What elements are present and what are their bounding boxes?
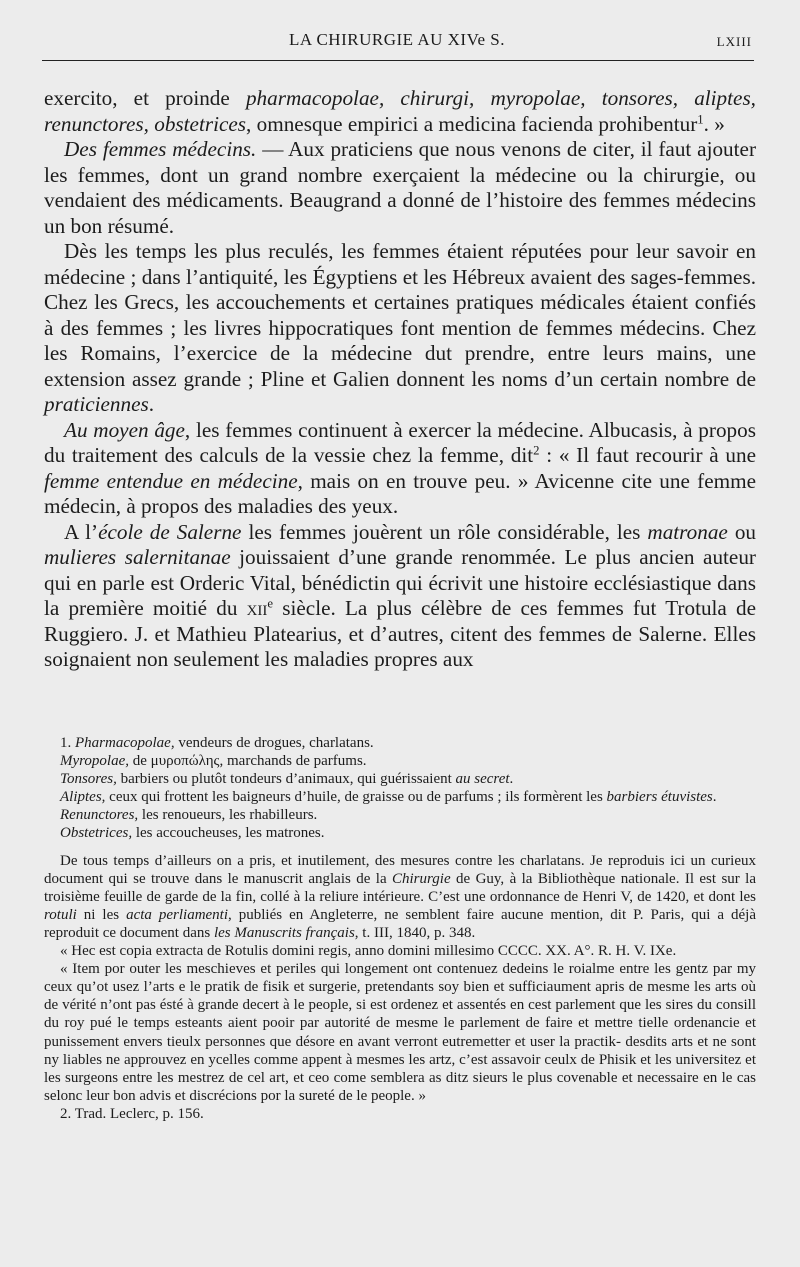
text-run: les accoucheuses, les matrones.	[132, 825, 325, 842]
footnote-line	[44, 752, 756, 770]
text-run: , mais on en trouve peu. » Avicenne cite une femme médecin, à propos des maladies des yeux.	[44, 468, 757, 518]
text-run: A l’	[64, 519, 99, 544]
italic-run: rotuli	[44, 906, 77, 923]
italic-run: mulieres salernitanae	[44, 545, 231, 569]
footnote-line	[44, 824, 756, 842]
paragraph-2	[44, 137, 756, 239]
footnote-quote-heading: « Hec est copia extracta de Rotulis domini regis, anno domini millesimo CCCC. XX. A°. R. H. V. IXe.	[60, 943, 677, 960]
footnote-quote: « Item por outer les meschieves et periles qui longement ont contenuez dedeins le roialme entre les gentz par my ceux qu’ot usez l’arts e le pratik de fisik et surgerie, pretendants soy bien et sufficiaument apris de mesme les arts où de vérité n’ont pas ésté à grande decert à le people, si est ordenez et assentés en cest parlement que les sires du consill du roy pué le temps esteants aient pooir par autorité de mesme le parlement de faire et mettre tielle ordenancie et punissement envers tieulx personnes que désore en avant verront eutremetter et user la practik- desdits arts et ne sont ny liables ne approuvez en ycelles comme appent à mesmes les artz, c’est assavoir ceulx de Phisik et les universitez et les surgeons entre les mestrez de cel art, et ceo come semblera as ditz sieurs le plus covenable et necessaire en le cas selonc leur bon advis et discrécions por la sureté de le people. »	[44, 961, 756, 1104]
text-run: les femmes jouèrent un rôle considérable, les	[241, 519, 648, 544]
text-run: .	[509, 771, 514, 788]
text-run: , t. III, 1840, p. 348.	[354, 924, 476, 941]
running-header	[42, 26, 752, 58]
text-run: .	[148, 392, 155, 416]
italic-run: praticiennes	[44, 392, 149, 416]
text-run: de μυροπώλης, marchands de parfums.	[129, 753, 367, 770]
running-title: LA CHIRURGIE AU XIVe S.	[289, 30, 505, 49]
text-run: : « Il faut recourir à une	[539, 443, 756, 467]
italic-run: école de Salerne	[98, 519, 242, 544]
text-run: exercito, et proinde	[44, 86, 246, 110]
text-run: . »	[703, 111, 725, 136]
italic-run: acta perliamenti	[126, 906, 229, 923]
paragraph-4	[44, 418, 756, 520]
italic-run: Myropolae,	[60, 753, 130, 770]
footnote-2: 2. Trad. Leclerc, p. 156.	[60, 1105, 204, 1122]
header-rule	[42, 60, 754, 61]
italic-run: Tonsores,	[60, 771, 117, 788]
text-run: De tous temps d’ailleurs on a pris, et inutilement, des mesures contre les charlatans. Je reproduis ici un curieux document qui se trouve dans le manuscrit anglais de la	[44, 852, 756, 887]
italic-run: barbiers étuvistes	[606, 789, 713, 806]
footnote-line	[44, 806, 756, 824]
text-run: , publiés en Angleterre, ne semblent faire aucune mention, dit P. Paris, qui a déjà reproduit ce document dans	[44, 906, 756, 941]
text-run: , les femmes continuent à exercer la médecine. Albucasis, à propos du traitement des calculs de la vessie chez la femme, dit	[44, 417, 756, 467]
section-heading: Des femmes médecins.	[64, 137, 257, 161]
text-run: Dès les temps les plus reculés, les femmes étaient réputées pour leur savoir en médecine ; dans l’antiquité, les Égyptiens et les Hébreux avaient des sages-femmes. Chez les Grecs, les accouchements et certaines pratiques médicales étaient confiés à des femmes ; les livres hippocratiques font mention de femmes médecins. Chez les Romains, l’exercice de la médecine dut prendre, entre leurs mains, une extension assez grande ; Pline et Galien donnent les noms d’un certain nombre de	[44, 239, 756, 391]
page-number: LXIII	[716, 34, 752, 49]
text-run: barbiers ou plutôt tondeurs d’animaux, qui guérissaient	[116, 771, 456, 788]
italic-run: au secret	[455, 771, 510, 788]
paragraph-5	[44, 520, 756, 673]
text-run: siècle. La plus célèbre de ces femmes fut Trotula de Ruggiero. J. et Mathieu Platearius, et d’autres, citent des femmes de Salerne. Elles soignaient non seulement les maladies propres aux	[44, 596, 757, 671]
text-run: jouissaient d’une grande renommée. Le plus ancien auteur qui en parle est Orderic Vital, bénédictin qui écrivit une histoire ecclésiastique dans la première moitié du	[44, 545, 756, 620]
text-run: vendeurs de drogues, charlatans.	[174, 735, 374, 751]
text-run: .	[712, 789, 717, 806]
main-text	[44, 86, 756, 673]
footnote-line	[44, 788, 756, 806]
text-run: les renoueurs, les rhabilleurs.	[138, 807, 318, 824]
footnote-number: 1.	[60, 735, 75, 751]
italic-run: Aliptes,	[60, 789, 106, 806]
footnote-ref-2[interactable]: 2	[533, 443, 540, 458]
italic-run: Pharmacopolae,	[75, 735, 175, 751]
italic-run: les Manuscrits français	[213, 924, 355, 941]
italic-run: pharmacopolae, chirurgi, myropolae, tonsores, aliptes, renunctores, obstetrices	[44, 86, 756, 136]
text-run: de Guy, à la Bibliothèque nationale. Il est sur la troisième feuille de garde de la fin, collé à la reliure intérieure. C’est une ordonnance de Henri V, de 1420, et dont les	[44, 870, 756, 905]
paragraph-1	[44, 86, 756, 137]
superscript: e	[267, 596, 274, 611]
footnotes	[44, 734, 756, 1123]
text-run: , omnesque empirici a medicina facienda prohibentur	[246, 111, 698, 136]
footnote-ref-1[interactable]: 1	[697, 111, 704, 126]
italic-run: Obstetrices,	[60, 825, 133, 842]
footnote-1	[44, 734, 756, 752]
italic-run: matronae	[647, 519, 728, 544]
text-run: — Aux praticiens que nous venons de citer, il faut ajouter les femmes, dont un grand nombre exerçaient la médecine ou la chirurgie, ou vendaient des médicaments. Beaugrand a donné de l’histoire des femmes médecins un bon résumé.	[44, 137, 756, 238]
paragraph-3	[44, 239, 756, 418]
italic-run: Chirurgie	[392, 870, 451, 887]
italic-run: Au moyen âge	[64, 417, 185, 442]
footnote-paragraph	[44, 852, 756, 942]
century-numeral: xii	[246, 596, 268, 620]
text-run: ni les	[76, 906, 127, 923]
italic-run: femme entendue en médecine	[44, 468, 298, 493]
text-run: ceux qui frottent les baigneurs d’huile, de graisse ou de parfums ; ils formèrent les	[105, 789, 607, 806]
text-run: ou	[727, 519, 756, 544]
italic-run: Renunctores,	[60, 807, 139, 824]
footnote-gap	[44, 843, 756, 852]
footnote-line	[44, 770, 756, 788]
